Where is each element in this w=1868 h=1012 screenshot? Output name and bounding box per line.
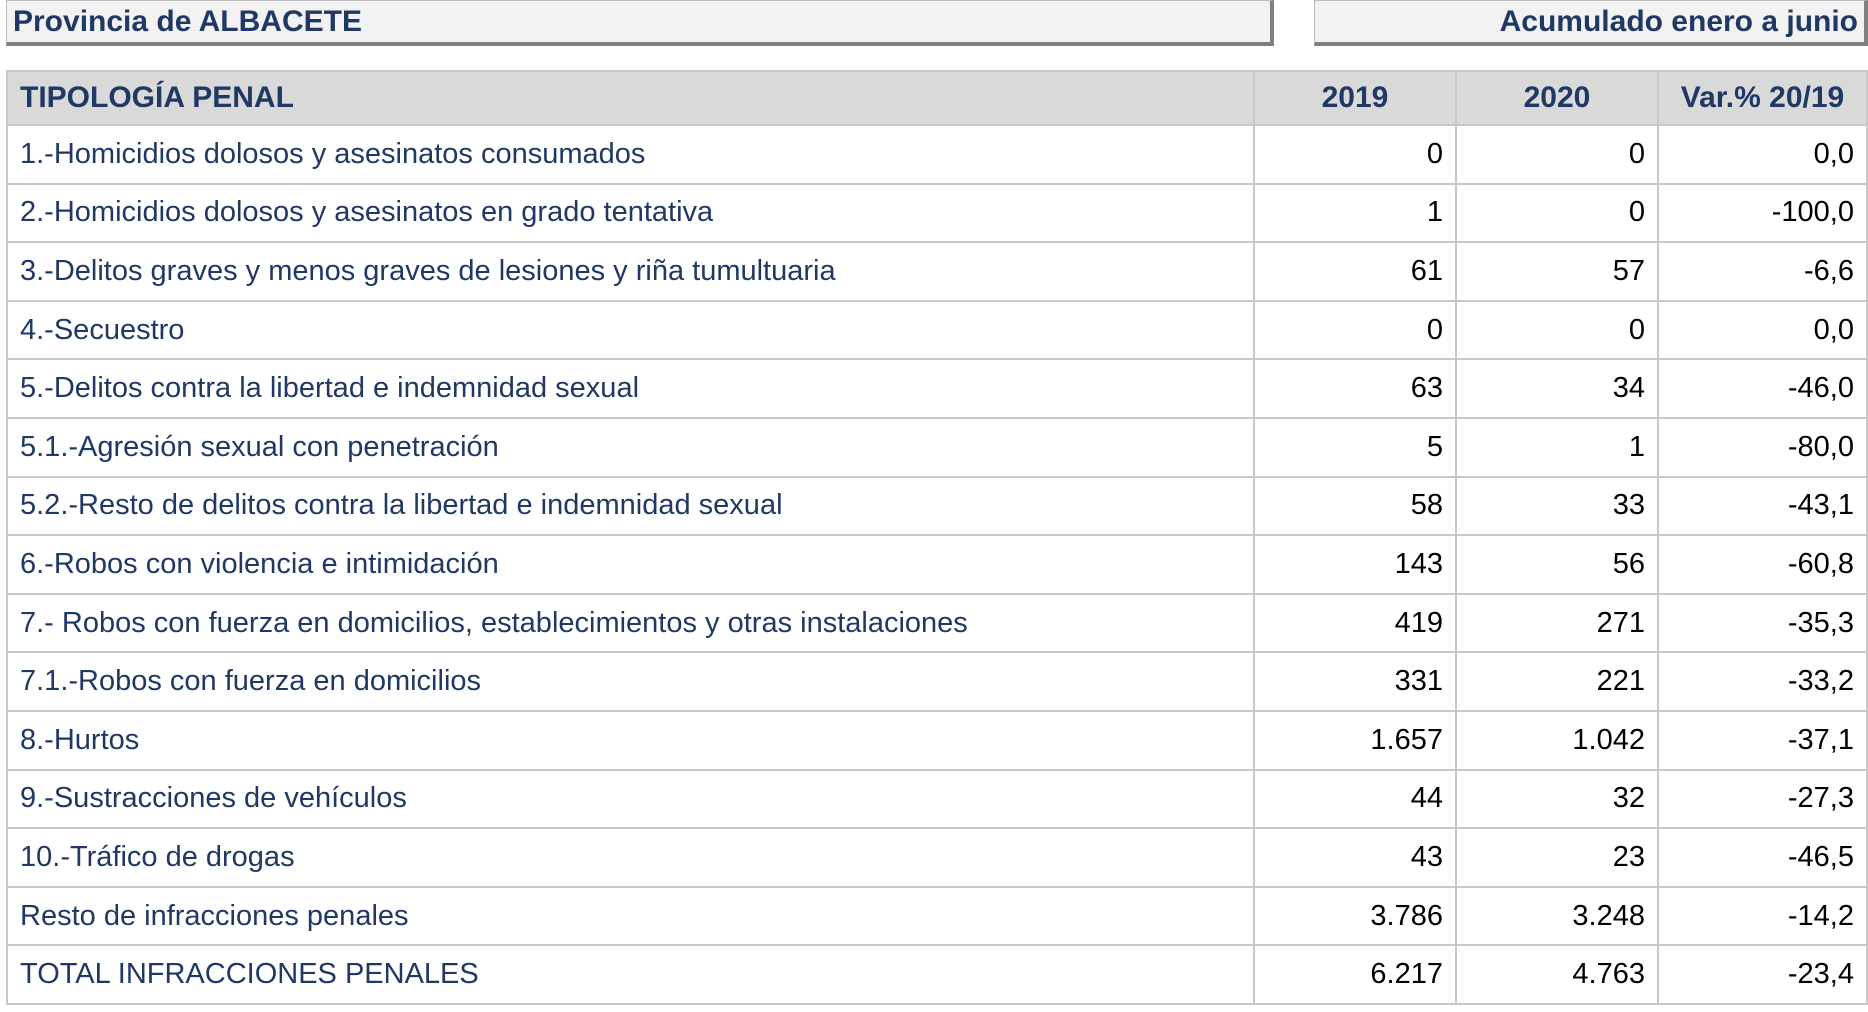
cell-variation: -23,4 — [1658, 945, 1867, 1004]
cell-variation: 0,0 — [1658, 125, 1867, 184]
column-header-variation: Var.% 20/19 — [1658, 71, 1867, 125]
cell-2020: 33 — [1456, 477, 1658, 536]
cell-2020: 3.248 — [1456, 887, 1658, 946]
cell-variation: -14,2 — [1658, 887, 1867, 946]
cell-2019: 419 — [1254, 594, 1456, 653]
cell-tipologia: 7.- Robos con fuerza en domicilios, establecimientos y otras instalaciones — [7, 594, 1254, 653]
table-row — [7, 887, 1867, 946]
cell-2019: 1.657 — [1254, 711, 1456, 770]
cell-variation: -6,6 — [1658, 242, 1867, 301]
cell-variation: -46,5 — [1658, 828, 1867, 887]
cell-2019: 63 — [1254, 359, 1456, 418]
cell-tipologia: 5.-Delitos contra la libertad e indemnidad sexual — [7, 359, 1254, 418]
cell-2020: 23 — [1456, 828, 1658, 887]
cell-2020: 0 — [1456, 184, 1658, 243]
cell-2019: 3.786 — [1254, 887, 1456, 946]
cell-2019: 43 — [1254, 828, 1456, 887]
cell-tipologia: 5.2.-Resto de delitos contra la libertad e indemnidad sexual — [7, 477, 1254, 536]
table-row — [7, 359, 1867, 418]
cell-2019: 58 — [1254, 477, 1456, 536]
period-title: Acumulado enero a junio — [1314, 0, 1868, 46]
column-header-tipologia: TIPOLOGÍA PENAL — [7, 71, 1254, 125]
table-row — [7, 652, 1867, 711]
cell-variation: -43,1 — [1658, 477, 1867, 536]
cell-tipologia: 3.-Delitos graves y menos graves de lesiones y riña tumultuaria — [7, 242, 1254, 301]
table-row — [7, 594, 1867, 653]
table-body — [7, 125, 1867, 1004]
cell-variation: -37,1 — [1658, 711, 1867, 770]
cell-2020: 0 — [1456, 301, 1658, 360]
cell-tipologia: Resto de infracciones penales — [7, 887, 1254, 946]
cell-2019: 0 — [1254, 125, 1456, 184]
cell-2019: 6.217 — [1254, 945, 1456, 1004]
cell-tipologia: 2.-Homicidios dolosos y asesinatos en grado tentativa — [7, 184, 1254, 243]
table-header-row — [7, 71, 1867, 125]
cell-2020: 57 — [1456, 242, 1658, 301]
table-row — [7, 711, 1867, 770]
cell-tipologia: 8.-Hurtos — [7, 711, 1254, 770]
cell-2020: 221 — [1456, 652, 1658, 711]
table-row — [7, 125, 1867, 184]
cell-variation: -100,0 — [1658, 184, 1867, 243]
table-row — [7, 535, 1867, 594]
cell-variation: 0,0 — [1658, 301, 1867, 360]
cell-2019: 1 — [1254, 184, 1456, 243]
cell-variation: -60,8 — [1658, 535, 1867, 594]
table-row — [7, 770, 1867, 829]
cell-2019: 0 — [1254, 301, 1456, 360]
table-row — [7, 301, 1867, 360]
table-row — [7, 242, 1867, 301]
cell-variation: -46,0 — [1658, 359, 1867, 418]
cell-2020: 1.042 — [1456, 711, 1658, 770]
cell-2019: 143 — [1254, 535, 1456, 594]
table-row — [7, 184, 1867, 243]
column-header-2020: 2020 — [1456, 71, 1658, 125]
table-row — [7, 418, 1867, 477]
cell-2020: 1 — [1456, 418, 1658, 477]
cell-2019: 5 — [1254, 418, 1456, 477]
cell-tipologia: 6.-Robos con violencia e intimidación — [7, 535, 1254, 594]
cell-variation: -80,0 — [1658, 418, 1867, 477]
cell-2020: 0 — [1456, 125, 1658, 184]
cell-tipologia: 4.-Secuestro — [7, 301, 1254, 360]
cell-2020: 271 — [1456, 594, 1658, 653]
table-row — [7, 477, 1867, 536]
cell-variation: -35,3 — [1658, 594, 1867, 653]
crime-statistics-table — [6, 70, 1868, 1005]
cell-variation: -27,3 — [1658, 770, 1867, 829]
cell-2020: 4.763 — [1456, 945, 1658, 1004]
cell-tipologia: 9.-Sustracciones de vehículos — [7, 770, 1254, 829]
table-row — [7, 945, 1867, 1004]
column-header-2019: 2019 — [1254, 71, 1456, 125]
cell-2020: 56 — [1456, 535, 1658, 594]
province-title: Provincia de ALBACETE — [6, 0, 1274, 46]
cell-2020: 34 — [1456, 359, 1658, 418]
cell-tipologia: 7.1.-Robos con fuerza en domicilios — [7, 652, 1254, 711]
cell-2019: 44 — [1254, 770, 1456, 829]
table-row — [7, 828, 1867, 887]
cell-2019: 331 — [1254, 652, 1456, 711]
cell-tipologia: 10.-Tráfico de drogas — [7, 828, 1254, 887]
cell-tipologia: 1.-Homicidios dolosos y asesinatos consumados — [7, 125, 1254, 184]
cell-variation: -33,2 — [1658, 652, 1867, 711]
cell-tipologia: TOTAL INFRACCIONES PENALES — [7, 945, 1254, 1004]
cell-tipologia: 5.1.-Agresión sexual con penetración — [7, 418, 1254, 477]
cell-2019: 61 — [1254, 242, 1456, 301]
cell-2020: 32 — [1456, 770, 1658, 829]
